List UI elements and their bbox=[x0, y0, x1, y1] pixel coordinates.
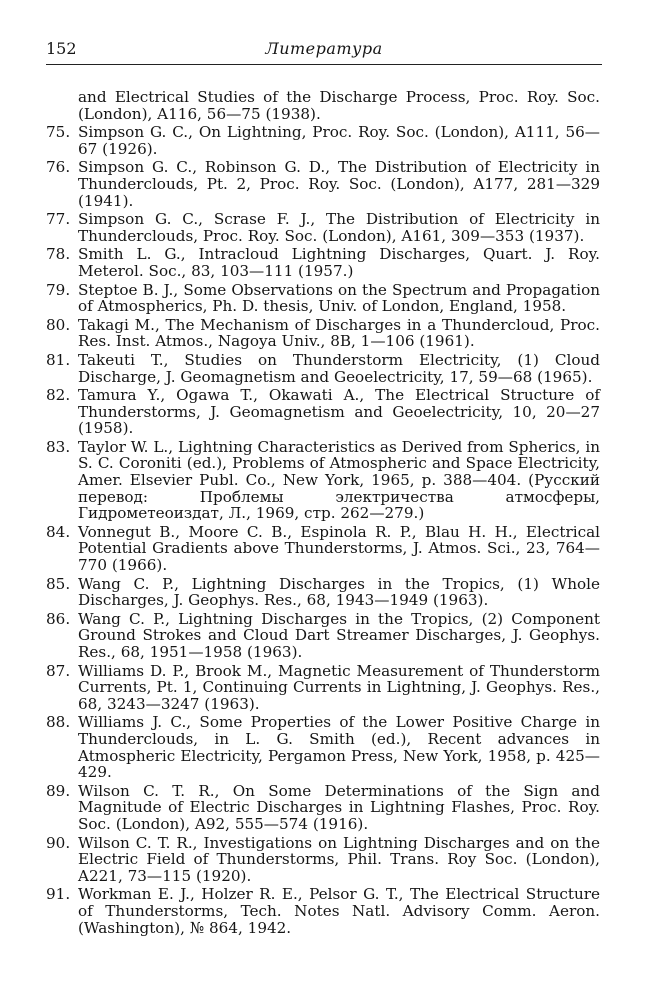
reference-text: Williams D. P., Brook M., Magnetic Measurement of Thunderstorm Currents, Pt. 1, Continuing Currents in Lightning, J. Geophys. Res., 68, 3243—3247 (1963). bbox=[78, 661, 600, 713]
reference-text: Wang C. P., Lightning Discharges in the Tropics, (1) Whole Discharges, J. Geophys. Res., 68, 1943—1949 (1963). bbox=[78, 574, 600, 610]
reference-91 bbox=[46, 886, 600, 936]
page-number: 152 bbox=[46, 39, 77, 58]
reference-text: Williams J. C., Some Properties of the Lower Positive Charge in Thunderclouds, in L. G. Smith (ed.), Recent advances in Atmospheric Electricity, Pergamon Press, New York, 1958, p. 425—429. bbox=[78, 713, 600, 782]
reference-text: Wilson C. T. R., On Some Determinations of the Sign and Magnitude of Electric Discharges in Lightning Flashes, Proc. Roy. Soc. (London), A92, 555—574 (1916). bbox=[78, 781, 600, 833]
reference-number: 81. bbox=[46, 350, 71, 369]
reference-text: Wilson C. T. R., Investigations on Lightning Discharges and on the Electric Field of Thunderstorms, Phil. Trans. Roy Soc. (London), A221, 73—115 (1920). bbox=[78, 833, 600, 885]
reference-79 bbox=[46, 282, 600, 315]
reference-76 bbox=[46, 159, 600, 209]
reference-continuation bbox=[46, 89, 600, 122]
reference-85 bbox=[46, 576, 600, 609]
reference-number: 76. bbox=[46, 158, 71, 177]
reference-86 bbox=[46, 611, 600, 661]
reference-text: Simpson G. C., Robinson G. D., The Distribution of Electricity in Thunderclouds, Pt. 2, Proc. Roy. Soc. (London), A177, 281—329 (1941). bbox=[78, 158, 600, 210]
reference-89 bbox=[46, 783, 600, 833]
reference-text: Takeuti T., Studies on Thunderstorm Electricity, (1) Cloud Discharge, J. Geomagnetism and Geoelectricity, 17, 59—68 (1965). bbox=[78, 350, 600, 386]
reference-number: 89. bbox=[46, 781, 71, 800]
reference-text: Taylor W. L., Lightning Characteristics as Derived from Spherics, in S. C. Coroniti (ed.), Problems of Atmospheric and Space Electricity, Amer. Elsevier Publ. Co., New York, 1965, p. 388—404. (Русский перевод: Проблемы электричества атмосферы, Гидрометеоиздат, Л., 1969, стр. 262—279.) bbox=[78, 437, 600, 523]
reference-number: 91. bbox=[46, 885, 71, 904]
reference-number: 77. bbox=[46, 210, 71, 229]
reference-number: 85. bbox=[46, 574, 71, 593]
reference-82 bbox=[46, 387, 600, 437]
reference-number: 88. bbox=[46, 713, 71, 732]
reference-number: 86. bbox=[46, 609, 71, 628]
reference-75 bbox=[46, 124, 600, 157]
reference-text: Tamura Y., Ogawa T., Okawati A., The Electrical Structure of Thunderstorms, J. Geomagnetism and Geoelectricity, 10, 20—27 (1958). bbox=[78, 386, 600, 438]
reference-text: Simpson G. C., On Lightning, Proc. Roy. Soc. (London), A111, 56—67 (1926). bbox=[78, 123, 600, 158]
reference-88 bbox=[46, 714, 600, 780]
reference-number: 75. bbox=[46, 123, 71, 142]
running-title: Литература bbox=[265, 39, 383, 58]
reference-text: Takagi M., The Mechanism of Discharges in a Thundercloud, Proc. Res. Inst. Atmos., Nagoya Univ., 8B, 1—106 (1961). bbox=[78, 315, 600, 351]
reference-number: 78. bbox=[46, 245, 71, 264]
header-rule bbox=[46, 64, 602, 65]
reference-83 bbox=[46, 439, 600, 522]
reference-text: and Electrical Studies of the Discharge Process, Proc. Roy. Soc. (London), A116, 56—75 (1938). bbox=[78, 88, 600, 123]
reference-number: 90. bbox=[46, 833, 71, 852]
reference-number: 83. bbox=[46, 437, 71, 456]
reference-number: 79. bbox=[46, 280, 71, 299]
reference-text: Workman E. J., Holzer R. E., Pelsor G. T., The Electrical Structure of Thunderstorms, Tech. Notes Natl. Advisory Comm. Aeron. (Washington), № 864, 1942. bbox=[78, 885, 600, 937]
reference-text: Wang C. P., Lightning Discharges in the Tropics, (2) Component Ground Strokes and Cloud Dart Streamer Discharges, J. Geophys. Res., 68, 1951—1958 (1963). bbox=[78, 609, 600, 661]
reference-text: Simpson G. C., Scrase F. J., The Distribution of Electricity in Thunderclouds, Proc. Roy. Soc. (London), A161, 309—353 (1937). bbox=[78, 210, 600, 245]
reference-text: Steptoe B. J., Some Observations on the Spectrum and Propagation of Atmospherics, Ph. D. thesis, Univ. of London, England, 1958. bbox=[78, 280, 600, 316]
reference-81 bbox=[46, 352, 600, 385]
page-header bbox=[46, 38, 602, 62]
reference-87 bbox=[46, 663, 600, 713]
reference-number: 82. bbox=[46, 386, 71, 405]
reference-text: Smith L. G., Intracloud Lightning Discharges, Quart. J. Roy. Meterol. Soc., 83, 103—111 (1957.) bbox=[78, 245, 600, 280]
reference-number: 84. bbox=[46, 522, 71, 541]
reference-78 bbox=[46, 246, 600, 279]
reference-text: Vonnegut B., Moore C. B., Espinola R. P., Blau H. H., Electrical Potential Gradients above Thunderstorms, J. Atmos. Sci., 23, 764—770 (1966). bbox=[78, 522, 600, 575]
reference-80 bbox=[46, 317, 600, 350]
reference-90 bbox=[46, 835, 600, 885]
reference-77 bbox=[46, 211, 600, 244]
reference-number: 80. bbox=[46, 315, 71, 334]
reference-84 bbox=[46, 524, 600, 574]
reference-number: 87. bbox=[46, 661, 71, 680]
reference-list bbox=[46, 89, 600, 938]
